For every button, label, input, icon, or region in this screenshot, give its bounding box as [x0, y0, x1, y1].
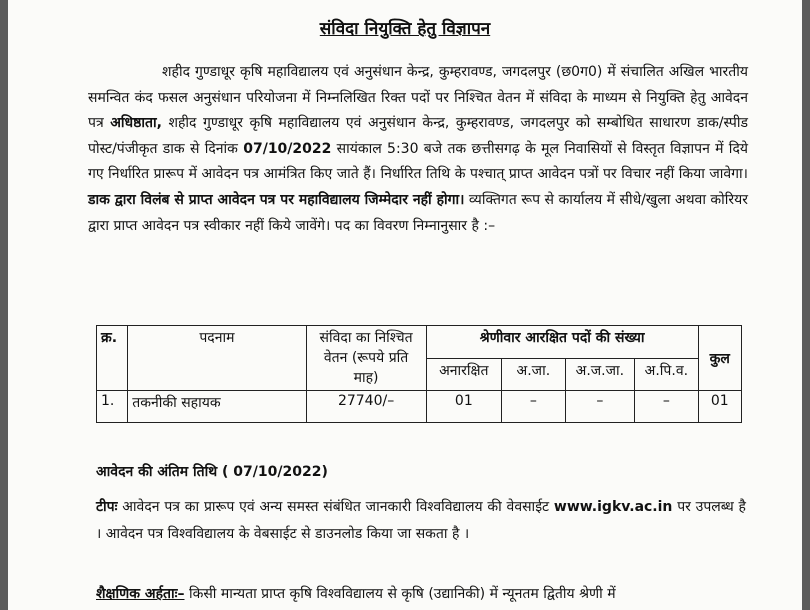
qualification-label: शैक्षणिक अर्हताः–	[96, 586, 185, 602]
cell-salary: 27740/–	[306, 391, 426, 423]
intro-text-3: सायंकाल 5:30 बजे तक छत्तीसगढ़ के मूल निवासियों से विस्तृत विज्ञापन में दिये गए निर्धारित प्रारूप में आवेदन पत्र आमंत्रित किए जाते हैं। निर्धारित तिथि के पश्चात् प्राप्त आवेदन पत्रों पर विचार नहीं किया जावेगा।	[88, 140, 748, 183]
intro-paragraph	[88, 60, 748, 239]
header-category: अ.जा.	[502, 358, 565, 391]
cell-count: 01	[426, 391, 502, 423]
cell-count: –	[565, 391, 635, 423]
header-category: अनारक्षित	[426, 358, 502, 391]
header-category: अ.पि.व.	[635, 358, 698, 391]
header-category: अ.ज.जा.	[565, 358, 635, 391]
cell-count: –	[502, 391, 565, 423]
cell-total: 01	[698, 391, 741, 423]
website-link[interactable]: www.igkv.ac.in	[553, 499, 673, 515]
title-text: संविदा नियुक्ति हेतु विज्ञापन	[319, 19, 491, 39]
intro-addressee: अधिष्ठाता,	[110, 115, 162, 132]
intro-text-2: शहीद गुण्डाधूर कृषि महाविद्यालय एवं अनुसंधान केन्द्र, कुम्हरावण्ड, जगदलपुर को सम्बोधित साधारण डाक/स्पीड पोस्ट/पंजीकृत डाक से दिनांक	[88, 115, 748, 157]
table-header-row	[97, 326, 742, 359]
intro-text-4: व्यक्तिगत रूप से कार्यालय में सीधे/खुला अथवा कोरियर द्वारा प्राप्त आवेदन पत्र स्वीकार नहीं किये जावेंगे। पद का विवरण निम्नानुसार है :–	[88, 191, 749, 234]
header-reserved: श्रेणीवार आरक्षित पदों की संख्या	[426, 326, 698, 359]
tip-text-1: आवेदन पत्र का प्रारूप एवं अन्य समस्त संबंधित जानकारी विश्वविद्यालय की वेवसाईट	[117, 499, 554, 515]
posts-table	[96, 325, 742, 423]
tip-label: टीपः	[96, 499, 118, 515]
table-row	[97, 391, 742, 423]
qualification-text: किसी मान्यता प्राप्त कृषि विश्वविद्यालय से कृषि (उद्यानिकी) में न्यूनतम द्वितीय श्रेणी में	[184, 586, 616, 602]
tip-paragraph	[96, 494, 746, 548]
intro-warning: डाक द्वारा विलंब से प्राप्त आवेदन पत्र पर महाविद्यालय जिम्मेदार नहीं होगा।	[88, 191, 465, 208]
tip-text-2: पर उपलब्ध है । आवेदन पत्र विश्वविद्यालय के वेबसाईट से डाउनलोड किया जा सकता है ।	[96, 499, 746, 542]
header-salary: संविदा का निश्चित वेतन (रूपये प्रति माह)	[306, 326, 426, 391]
cell-serial: 1.	[97, 391, 128, 423]
page-title	[8, 16, 802, 39]
last-date: आवेदन की अंतिम तिथि ( 07/10/2022)	[96, 464, 328, 480]
cell-count: –	[635, 391, 698, 423]
header-post: पदनाम	[128, 326, 306, 391]
cell-post: तकनीकी सहायक	[128, 391, 306, 423]
intro-date: 07/10/2022	[243, 140, 332, 157]
header-total: कुल	[698, 326, 741, 391]
intro-text-1: शहीद गुण्डाधूर कृषि महाविद्यालय एवं अनुसंधान केन्द्र, कुम्हरावण्ड, जगदलपुर (छ0ग0) में संचालित अखिल भारतीय समन्वित कंद फसल अनुसंधान परियोजना में निम्नलिखित रिक्त पदों पर निश्चित वेतन में संविदा के माध्यम से नियुक्ति हेतु आवेदन पत्र	[88, 64, 748, 132]
document-page	[8, 0, 802, 610]
header-serial: क्र.	[97, 326, 128, 391]
qualification-line	[96, 582, 756, 607]
